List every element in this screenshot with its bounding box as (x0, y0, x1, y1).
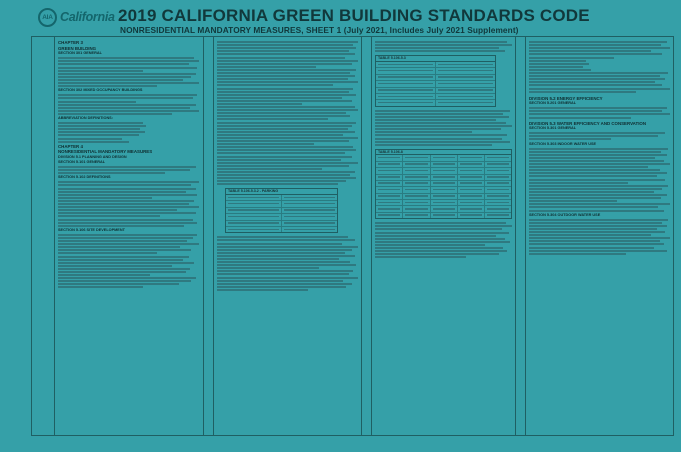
column-divider (203, 36, 204, 436)
section-heading: SECTION 5.304 OUTDOOR WATER USE (529, 212, 601, 217)
table-title: TABLE 5.106.5.3.2 - PARKING (226, 189, 337, 195)
sheet-title: 2019 CALIFORNIA GREEN BUILDING STANDARDS CODE (118, 6, 590, 25)
section-heading: SECTION 5.201 GENERAL (529, 101, 577, 106)
column-4 (529, 40, 671, 256)
sheet-subtitle: NONRESIDENTIAL MANDATORY MEASURES, SHEET 1 (July 2021, Includes July 2021 Supplement) (120, 25, 519, 35)
section-heading: SECTION 5.303 INDOOR WATER USE (529, 141, 597, 146)
column-divider (213, 36, 214, 436)
section-heading: SECTION 302 MIXED OCCUPANCY BUILDINGS (58, 88, 143, 93)
column-divider (525, 36, 526, 436)
logo-text: California (60, 10, 115, 24)
section-heading: SECTION 5.106 SITE DEVELOPMENT (58, 227, 125, 232)
column-3 (375, 40, 513, 259)
section-heading: DIVISION 5.2 ENERGY EFFICIENCY (529, 95, 603, 101)
table-title: TABLE 5.106.8 (376, 150, 511, 156)
section-heading: DIVISION 5.3 WATER EFFICIENCY AND CONSERVATION (529, 120, 647, 126)
column-divider (54, 36, 55, 436)
table-title: TABLE 5.106.5.3 (376, 56, 495, 62)
section-heading: SECTION 5.102 DEFINITIONS (58, 175, 111, 180)
table-5-106-8 (375, 149, 512, 220)
section-heading: CHAPTER 4 (58, 143, 83, 149)
section-heading: CHAPTER 3 (58, 40, 83, 45)
column-divider (515, 36, 516, 436)
aia-seal-icon: AIA (38, 8, 57, 27)
table-5-106-5-3 (375, 55, 496, 106)
section-heading: DIVISION 5.1 PLANNING AND DESIGN (58, 154, 127, 159)
column-1 (58, 40, 200, 290)
section-heading: NONRESIDENTIAL MANDATORY MEASURES (58, 149, 153, 155)
section-heading: SECTION 5.301 GENERAL (529, 126, 577, 131)
column-divider (361, 36, 362, 436)
aia-california-logo (38, 7, 116, 27)
section-heading: SECTION 301 GENERAL (58, 51, 102, 56)
section-heading: ABBREVIATION DEFINITIONS: (58, 115, 113, 120)
section-heading: SECTION 5.101 GENERAL (58, 159, 106, 164)
section-heading: GREEN BUILDING (58, 45, 97, 51)
column-divider (371, 36, 372, 436)
table-parking (225, 188, 338, 233)
column-2 (217, 40, 359, 292)
